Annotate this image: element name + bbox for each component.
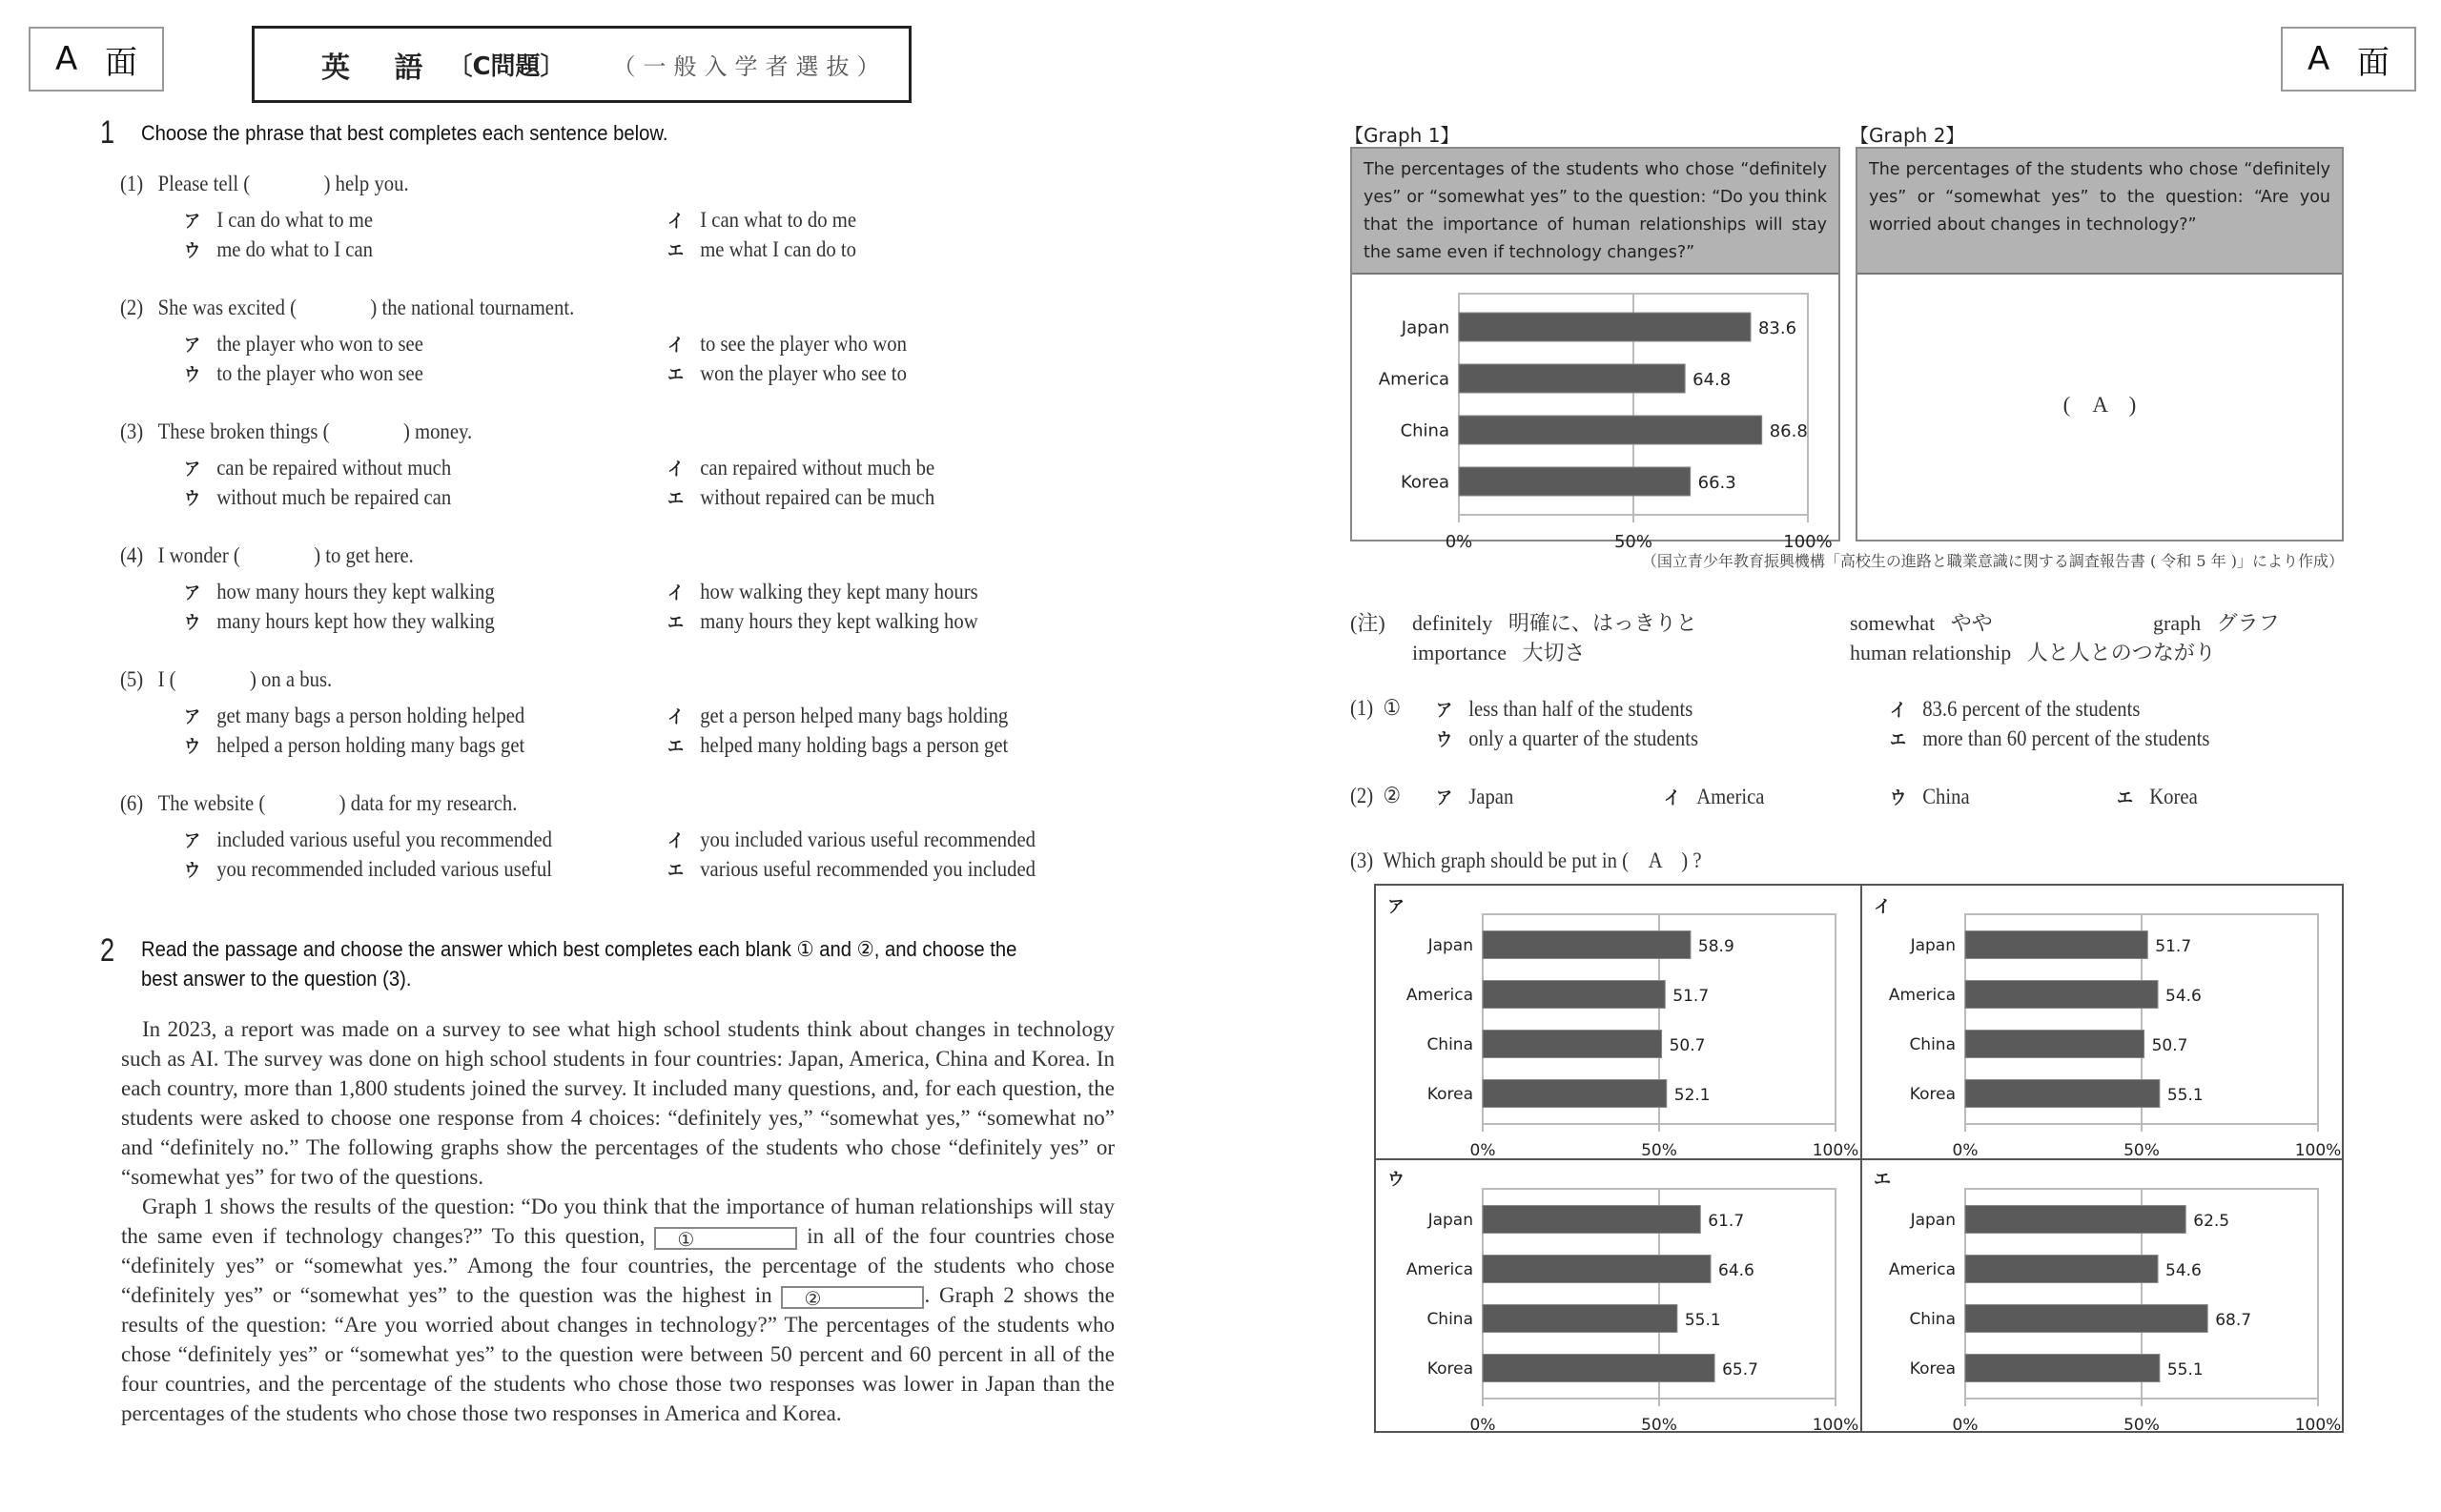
value-label: 65.7 bbox=[1722, 1359, 1758, 1379]
category-label: America bbox=[1888, 1260, 1956, 1280]
q2-2-option-e[interactable]: エ Korea bbox=[2117, 785, 2198, 808]
section-2-instruction-line1: Read the passage and choose the answer which best completes each blank ① and ②, and choose the bbox=[141, 937, 1017, 961]
note-definitely: definitely 明確に、はっきりと bbox=[1412, 611, 1697, 635]
option-kana: ア bbox=[184, 335, 201, 356]
note-importance: importance 大切さ bbox=[1412, 641, 1586, 664]
option-text: me what I can do to bbox=[700, 237, 857, 261]
option-text: I can do what to me bbox=[216, 208, 374, 232]
option-kana: ウ bbox=[184, 612, 201, 633]
category-label: Korea bbox=[1400, 472, 1449, 493]
face-letter: A bbox=[55, 40, 78, 78]
option-text: I can what to do me bbox=[700, 208, 857, 232]
answer-option[interactable] bbox=[667, 236, 856, 262]
option-kana: イ bbox=[667, 459, 685, 480]
answer-option[interactable] bbox=[667, 207, 856, 233]
option-text: to the player who won see bbox=[216, 361, 423, 385]
bar-america bbox=[1459, 364, 1685, 393]
x-tick-label: 100% bbox=[2294, 1141, 2342, 1160]
q2-2-option-u[interactable]: ウ China bbox=[1890, 785, 1970, 808]
x-tick-label: 100% bbox=[1812, 1416, 1859, 1435]
option-kana: イ bbox=[667, 706, 685, 727]
stem-after: ) data for my research. bbox=[338, 791, 518, 815]
note-somewhat: somewhat やや bbox=[1850, 611, 1993, 635]
answer-option[interactable] bbox=[184, 207, 373, 233]
option-graph-e-label: エ bbox=[1874, 1170, 1891, 1190]
question-number: (4) bbox=[120, 543, 144, 567]
x-tick-label: 50% bbox=[2123, 1141, 2160, 1160]
option-graph-u[interactable] bbox=[1376, 1160, 1860, 1433]
option-text: many hours kept how they walking bbox=[216, 609, 495, 633]
option-text: helped many holding bags a person get bbox=[700, 733, 1009, 757]
stem-before: I ( bbox=[157, 667, 176, 691]
graph-2 bbox=[1856, 147, 2344, 541]
option-kana: エ bbox=[667, 240, 685, 261]
graph-options-grid bbox=[1374, 884, 2344, 1433]
option-kana: ア bbox=[184, 211, 201, 232]
option-text: without repaired can be much bbox=[700, 485, 935, 509]
option-graph-i[interactable] bbox=[1862, 886, 2344, 1158]
answer-option[interactable] bbox=[667, 856, 1036, 882]
face-letter: A bbox=[2308, 40, 2330, 78]
question-stem bbox=[120, 172, 409, 196]
value-label: 86.8 bbox=[1769, 421, 1808, 442]
option-kana: ウ bbox=[184, 860, 201, 881]
x-tick-label: 50% bbox=[2123, 1416, 2160, 1435]
category-label: China bbox=[1909, 1310, 1956, 1330]
option-text: won the player who see to bbox=[700, 361, 907, 385]
category-label: China bbox=[1400, 420, 1449, 441]
bar-japan bbox=[1965, 1206, 2185, 1234]
stem-after: ) to get here. bbox=[314, 543, 414, 567]
answer-option[interactable] bbox=[184, 608, 495, 634]
category-label: China bbox=[1426, 1310, 1473, 1330]
section-2-number: 2 bbox=[100, 932, 115, 969]
q2-1-number: (1) ① bbox=[1350, 696, 1402, 720]
bar-china bbox=[1965, 1031, 2144, 1058]
bar-america bbox=[1965, 981, 2158, 1009]
option-graph-u-chart bbox=[1376, 1160, 1860, 1433]
q2-1-option-u[interactable]: ウ only a quarter of the students bbox=[1436, 726, 1699, 750]
section-2-instruction-line2: best answer to the question (3). bbox=[141, 967, 412, 991]
value-label: 61.7 bbox=[1708, 1211, 1745, 1231]
q2-2-option-i[interactable]: イ America bbox=[1664, 785, 1765, 808]
option-kana: ア bbox=[184, 459, 201, 480]
answer-option[interactable] bbox=[184, 236, 373, 262]
bar-china bbox=[1483, 1305, 1677, 1333]
option-graph-e-chart bbox=[1862, 1160, 2344, 1433]
stem-before: The website ( bbox=[157, 791, 266, 815]
option-kana: イ bbox=[667, 211, 685, 232]
passage-paragraph-1: In 2023, a report was made on a survey to see what high school students think about changes in technology such as AI. The survey was done on high school students in four countries: Japan, America, China and Korea. In each country, more than 1,800 students joined the survey. It included many questions, and, for each question, the students were asked to choose one response from 4 choices: “definitely yes,” “somewhat yes,” “somewhat no” and “definitely no.” The following graphs show the percentages of the students who chose “definitely yes” or “somewhat yes” for two of the questions. bbox=[121, 1017, 1115, 1189]
option-graph-a[interactable] bbox=[1376, 886, 1860, 1158]
option-graph-a-label: ア bbox=[1387, 897, 1405, 917]
answer-option[interactable] bbox=[184, 827, 552, 852]
category-label: China bbox=[1426, 1035, 1473, 1055]
notes-label: (注) bbox=[1350, 611, 1385, 635]
question-number: (5) bbox=[120, 667, 144, 691]
answer-option[interactable] bbox=[184, 732, 524, 758]
q2-1-option-a[interactable]: ア less than half of the students bbox=[1436, 697, 1693, 721]
answer-blank-2[interactable]: ② bbox=[781, 1286, 924, 1309]
x-tick-label: 0% bbox=[1952, 1416, 1979, 1435]
bar-japan bbox=[1483, 1206, 1700, 1234]
bar-korea bbox=[1965, 1355, 2160, 1382]
question-number: (3) bbox=[120, 419, 144, 443]
option-text: included various useful you recommended bbox=[216, 828, 553, 851]
value-label: 52.1 bbox=[1673, 1085, 1711, 1105]
bar-america bbox=[1483, 1256, 1711, 1283]
option-text: me do what to I can bbox=[216, 237, 374, 261]
category-label: America bbox=[1405, 1260, 1473, 1280]
option-kana: ウ bbox=[184, 364, 201, 385]
option-kana: エ bbox=[667, 612, 685, 633]
answer-option[interactable] bbox=[667, 827, 1036, 852]
value-label: 51.7 bbox=[2155, 936, 2192, 956]
stem-after: ) help you. bbox=[323, 172, 409, 195]
question-stem bbox=[120, 296, 574, 320]
stem-before: She was excited ( bbox=[157, 296, 297, 319]
bar-america bbox=[1483, 981, 1665, 1009]
q2-1-option-e[interactable]: エ more than 60 percent of the students bbox=[1890, 726, 2210, 750]
category-label: China bbox=[1909, 1035, 1956, 1055]
exam-title-box bbox=[252, 26, 912, 103]
value-label: 54.6 bbox=[2165, 1260, 2202, 1280]
option-text: many hours they kept walking how bbox=[700, 609, 978, 633]
value-label: 55.1 bbox=[2166, 1085, 2204, 1105]
reading-passage bbox=[121, 1014, 1115, 1428]
question-stem bbox=[120, 667, 332, 692]
bar-japan bbox=[1483, 931, 1691, 959]
option-kana: エ bbox=[667, 736, 685, 757]
value-label: 68.7 bbox=[2215, 1310, 2252, 1330]
category-label: Japan bbox=[1910, 1211, 1956, 1231]
value-label: 55.1 bbox=[2166, 1359, 2204, 1379]
question-number: (2) bbox=[120, 296, 144, 319]
answer-option[interactable] bbox=[667, 360, 907, 386]
answer-option[interactable] bbox=[184, 360, 423, 386]
graph-1-caption: The percentages of the students who chose “definitely yes” or “somewhat yes” to the question: “Do you think that the importance of human relationships will stay the same even if technology changes?” bbox=[1352, 149, 1838, 275]
category-label: America bbox=[1378, 369, 1449, 390]
bar-japan bbox=[1965, 931, 2147, 959]
option-kana: ア bbox=[184, 830, 201, 851]
stem-after: ) money. bbox=[402, 419, 473, 443]
bar-china bbox=[1459, 416, 1762, 444]
stem-after: ) on a bus. bbox=[249, 667, 333, 691]
option-text: can be repaired without much bbox=[216, 456, 452, 480]
option-graph-u-label: ウ bbox=[1387, 1170, 1405, 1190]
option-text: various useful recommended you included bbox=[700, 857, 1036, 881]
graph-2-label: 【Graph 2】 bbox=[1850, 124, 1965, 147]
x-tick-label: 50% bbox=[1641, 1416, 1677, 1435]
category-label: America bbox=[1888, 986, 1956, 1006]
q2-2-option-a[interactable]: ア Japan bbox=[1436, 785, 1514, 808]
value-label: 50.7 bbox=[2151, 1035, 2188, 1055]
data-source-citation: （国立青少年教育振興機構「高校生の進路と職業意識に関する調査報告書 ( 令和 5 年 )」により作成） bbox=[1641, 552, 2344, 570]
category-label: Korea bbox=[1909, 1085, 1956, 1105]
value-label: 83.6 bbox=[1757, 318, 1797, 339]
stem-after: ) the national tournament. bbox=[370, 296, 575, 319]
x-tick-label: 50% bbox=[1613, 532, 1653, 552]
option-kana: エ bbox=[667, 488, 685, 509]
category-label: Japan bbox=[1427, 936, 1473, 956]
x-tick-label: 0% bbox=[1952, 1141, 1979, 1160]
answer-option[interactable] bbox=[184, 331, 423, 357]
x-tick-label: 100% bbox=[2294, 1416, 2342, 1435]
answer-option[interactable] bbox=[667, 608, 978, 634]
note-graph: graph グラフ bbox=[2153, 611, 2280, 635]
graph-1 bbox=[1350, 147, 1840, 552]
option-text: you included various useful recommended bbox=[700, 828, 1036, 851]
bar-korea bbox=[1483, 1355, 1714, 1382]
option-text: can repaired without much be bbox=[700, 456, 935, 480]
question-number: (1) bbox=[120, 172, 144, 195]
option-graph-e[interactable] bbox=[1862, 1160, 2344, 1433]
x-tick-label: 100% bbox=[1812, 1141, 1859, 1160]
option-kana: イ bbox=[667, 830, 685, 851]
question-stem bbox=[120, 543, 414, 568]
bar-korea bbox=[1965, 1080, 2160, 1108]
page-face-label-right bbox=[2281, 27, 2416, 92]
x-tick-label: 0% bbox=[1469, 1416, 1496, 1435]
page-face-label-left bbox=[29, 27, 164, 92]
bar-america bbox=[1965, 1256, 2158, 1283]
x-tick-label: 0% bbox=[1445, 532, 1473, 552]
question-stem bbox=[120, 791, 517, 816]
option-graph-i-label: イ bbox=[1874, 897, 1891, 917]
section-1-instruction: Choose the phrase that best completes each sentence below. bbox=[141, 121, 668, 145]
answer-option[interactable] bbox=[667, 579, 978, 604]
answer-option[interactable] bbox=[184, 856, 552, 882]
answer-option[interactable] bbox=[667, 484, 934, 510]
graph-1-label: 【Graph 1】 bbox=[1344, 124, 1460, 147]
category-label: Korea bbox=[1909, 1359, 1956, 1379]
option-text: the player who won to see bbox=[216, 332, 423, 356]
stem-before: I wonder ( bbox=[157, 543, 240, 567]
option-kana: ア bbox=[184, 706, 201, 727]
option-kana: ウ bbox=[184, 736, 201, 757]
graph-2-placeholder: ( A ) bbox=[2062, 393, 2137, 417]
value-label: 54.6 bbox=[2165, 986, 2202, 1006]
x-tick-label: 100% bbox=[1783, 532, 1833, 552]
option-text: helped a person holding many bags get bbox=[216, 733, 525, 757]
option-text: how many hours they kept walking bbox=[216, 580, 495, 603]
option-kana: ア bbox=[184, 582, 201, 603]
x-tick-label: 0% bbox=[1469, 1141, 1496, 1160]
q2-1-option-i[interactable]: イ 83.6 percent of the students bbox=[1890, 697, 2141, 721]
value-label: 50.7 bbox=[1669, 1035, 1706, 1055]
category-label: Japan bbox=[1427, 1211, 1473, 1231]
option-text: to see the player who won bbox=[700, 332, 907, 356]
option-text: without much be repaired can bbox=[216, 485, 452, 509]
option-kana: イ bbox=[667, 582, 685, 603]
answer-option[interactable] bbox=[667, 331, 907, 357]
value-label: 66.3 bbox=[1697, 473, 1736, 494]
answer-option[interactable] bbox=[667, 732, 1008, 758]
face-kanji: 面 bbox=[2357, 43, 2390, 82]
answer-option[interactable] bbox=[184, 579, 495, 604]
bar-japan bbox=[1459, 313, 1751, 341]
answer-option[interactable] bbox=[184, 484, 451, 510]
option-kana: エ bbox=[667, 364, 685, 385]
value-label: 58.9 bbox=[1697, 936, 1734, 956]
option-graph-i-chart bbox=[1862, 886, 2344, 1158]
note-human-relationship: human relationship 人と人とのつながり bbox=[1850, 641, 2216, 664]
category-label: Korea bbox=[1426, 1359, 1473, 1379]
option-text: get many bags a person holding helped bbox=[216, 704, 525, 727]
option-text: how walking they kept many hours bbox=[700, 580, 978, 603]
x-tick-label: 50% bbox=[1641, 1141, 1677, 1160]
category-label: Korea bbox=[1426, 1085, 1473, 1105]
question-number: (6) bbox=[120, 791, 144, 815]
bar-korea bbox=[1483, 1080, 1667, 1108]
bar-korea bbox=[1459, 467, 1691, 496]
option-kana: ウ bbox=[184, 488, 201, 509]
passage-paragraph-2: Graph 1 shows the results of the question: “Do you think that the importance of human relationships will stay the same even if technology changes?” To this question, ① in all of the four countries chose “definitely yes” or “somewhat yes.” Among the four countries, the percentage of the students who chose “definitely yes” or “somewhat yes” to the question was the highest in ② . Graph 2 shows the results of the question: “Are you worried about changes in technology?” The percentages of the students who chose “definitely yes” or “somewhat yes” to the question were between 50 percent and 60 percent in all of the four countries, and the percentage of the students who chose those two responses was lower in Japan than the percentages of the students who chose those two responses in America and Korea. bbox=[121, 1195, 1116, 1425]
selection-type: （一般入学者選抜） bbox=[612, 53, 888, 80]
problem-type: 〔C問題〕 bbox=[447, 52, 565, 81]
graph-2-caption: The percentages of the students who chose “definitely yes” or “somewhat yes” to the question: “Are you worried about changes in technology?” bbox=[1857, 149, 2342, 275]
answer-blank-1[interactable]: ① bbox=[654, 1227, 797, 1250]
answer-option[interactable] bbox=[184, 455, 451, 480]
option-kana: ウ bbox=[184, 240, 201, 261]
stem-before: Please tell ( bbox=[157, 172, 251, 195]
value-label: 64.8 bbox=[1692, 370, 1732, 391]
answer-option[interactable] bbox=[667, 455, 934, 480]
category-label: Japan bbox=[1910, 936, 1956, 956]
face-kanji: 面 bbox=[105, 43, 137, 82]
q2-3-question: (3) Which graph should be put in ( A ) ? bbox=[1350, 848, 1702, 872]
subject-title: 英 語 bbox=[321, 51, 441, 85]
bar-china bbox=[1483, 1031, 1662, 1058]
stem-before: These broken things ( bbox=[157, 419, 330, 443]
bar-china bbox=[1965, 1305, 2207, 1333]
graph-1-chart bbox=[1352, 275, 1838, 552]
q2-2-number: (2) ② bbox=[1350, 784, 1402, 807]
value-label: 64.6 bbox=[1718, 1260, 1754, 1280]
value-label: 62.5 bbox=[2193, 1211, 2230, 1231]
option-graph-a-chart bbox=[1376, 886, 1860, 1158]
option-text: you recommended included various useful bbox=[216, 857, 553, 881]
option-kana: エ bbox=[667, 860, 685, 881]
category-label: America bbox=[1405, 986, 1473, 1006]
option-kana: イ bbox=[667, 335, 685, 356]
question-stem bbox=[120, 419, 472, 444]
answer-option[interactable] bbox=[184, 703, 524, 728]
option-text: get a person helped many bags holding bbox=[700, 704, 1009, 727]
section-1-number: 1 bbox=[100, 114, 115, 151]
value-label: 51.7 bbox=[1672, 986, 1710, 1006]
answer-option[interactable] bbox=[667, 703, 1008, 728]
value-label: 55.1 bbox=[1684, 1310, 1721, 1330]
category-label: Japan bbox=[1401, 317, 1449, 338]
